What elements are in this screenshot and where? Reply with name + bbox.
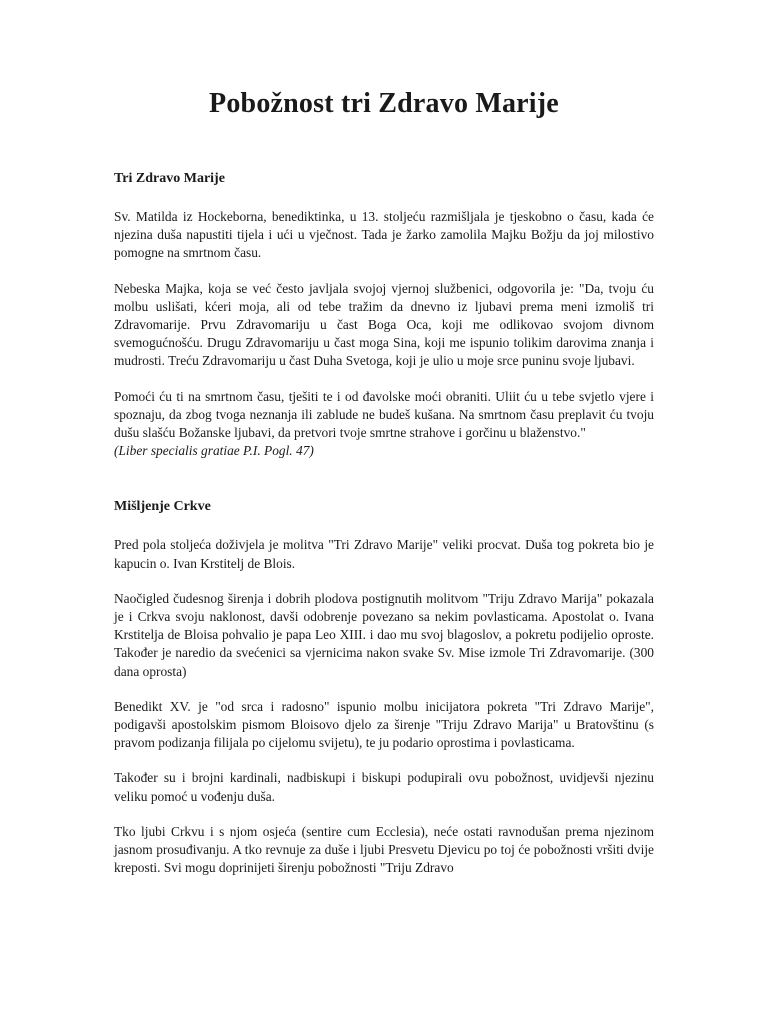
document-body [114, 170, 654, 894]
paragraph: Pred pola stoljeća doživjela je molitva "Tri Zdravo Marije" veliki procvat. Duša tog pokreta bio je kapucin o. Ivan Krstitelj de Blois. [114, 537, 654, 571]
page-title: Pobožnost tri Zdravo Marije [209, 88, 559, 119]
paragraph: Pomoći ću ti na smrtnom času, tješiti te i od đavolske moći obraniti. Uliit ću u tebe svjetlo vjere i spoznaju, da zbog tvoga neznanja ili zablude ne budeš kušana. Na smrtnom času preplavit ću tvoju dušu slašću Božanske ljubavi, da pretvori tvoje smrtne strahove i gorčinu u blaženstvo." [114, 388, 654, 441]
paragraph: Sv. Matilda iz Hockeborna, benediktinka, u 13. stoljeću razmišljala je tjeskobno o času, kada će njezina duša napustiti tijela i ući u vječnost. Tada je žarko zamolila Majku Božju da joj milostivo pomogne na smrtnom času. [114, 209, 654, 261]
section-misljenje-crkve [114, 498, 654, 877]
section-heading: Tri Zdravo Marije [114, 171, 225, 186]
paragraph: Benedikt XV. je "od srca i radosno" ispunio molbu inicijatora pokreta "Tri Zdravo Marije", podigavši apostolskim pismom Bloisovo djelo za širenje "Triju Zdravo Marija" u Bratovštinu (s pravom podizanja filijala po cijelomu svijetu), te ju podario oprostima i povlasticama. [114, 698, 654, 751]
paragraph: Također su i brojni kardinali, nadbiskupi i biskupi podupirali ovu pobožnost, uvidjevši njezinu veliku pomoć u vođenju duša. [114, 770, 654, 804]
paragraph: Naočigled čudesnog širenja i dobrih plodova postignutih molitvom "Triju Zdravo Marija" pokazala je i Crkva svoju naklonost, davši odobrenje povezano sa nekim povlasticama. Apostolat o. Ivana Krstitelja de Bloisa pohvalio je papa Leo XIII. i dao mu svoj blagoslov, a pokretu podijelio oproste. Također je naredio da svećenici sa vjernicima nakon svake Sv. Mise izmole Tri Zdravomarije. (300 dana oprosta) [114, 590, 654, 679]
paragraph: Nebeska Majka, koja se već često javljala svojoj vjernoj službenici, odgovorila je: "Da, tvoju ću molbu uslišati, kćeri moja, ali od tebe tražim da dnevno iz ljubavi prema meni izmoliš tri Zdravomarije. Prvu Zdravomariju u čast Boga Oca, koji me odlikovao svojom divnom svemogućnošću. Drugu Zdravomariju u čast moga Sina, koji me ispunio tolikim darovima znanja i mudrosti. Treću Zdravomariju u čast Duha Svetoga, koji je ulio u moje srce puninu svoje ljubavi. [114, 280, 654, 369]
paragraph: Tko ljubi Crkvu i s njom osjeća (sentire cum Ecclesia), neće ostati ravnodušan prema njezinom jasnom prosuđivanju. A tko revnuje za duše i ljubi Presvetu Djevicu po toj će pobožnosti vršiti dvije kreposti. Svi mogu doprinijeti širenju pobožnosti "Triju Zdravo [114, 823, 654, 876]
section-heading: Mišljenje Crkve [114, 499, 211, 515]
section-tri-zdravo-marije [114, 170, 654, 460]
citation: (Liber specialis gratiae P.I. Pogl. 47) [114, 443, 314, 459]
